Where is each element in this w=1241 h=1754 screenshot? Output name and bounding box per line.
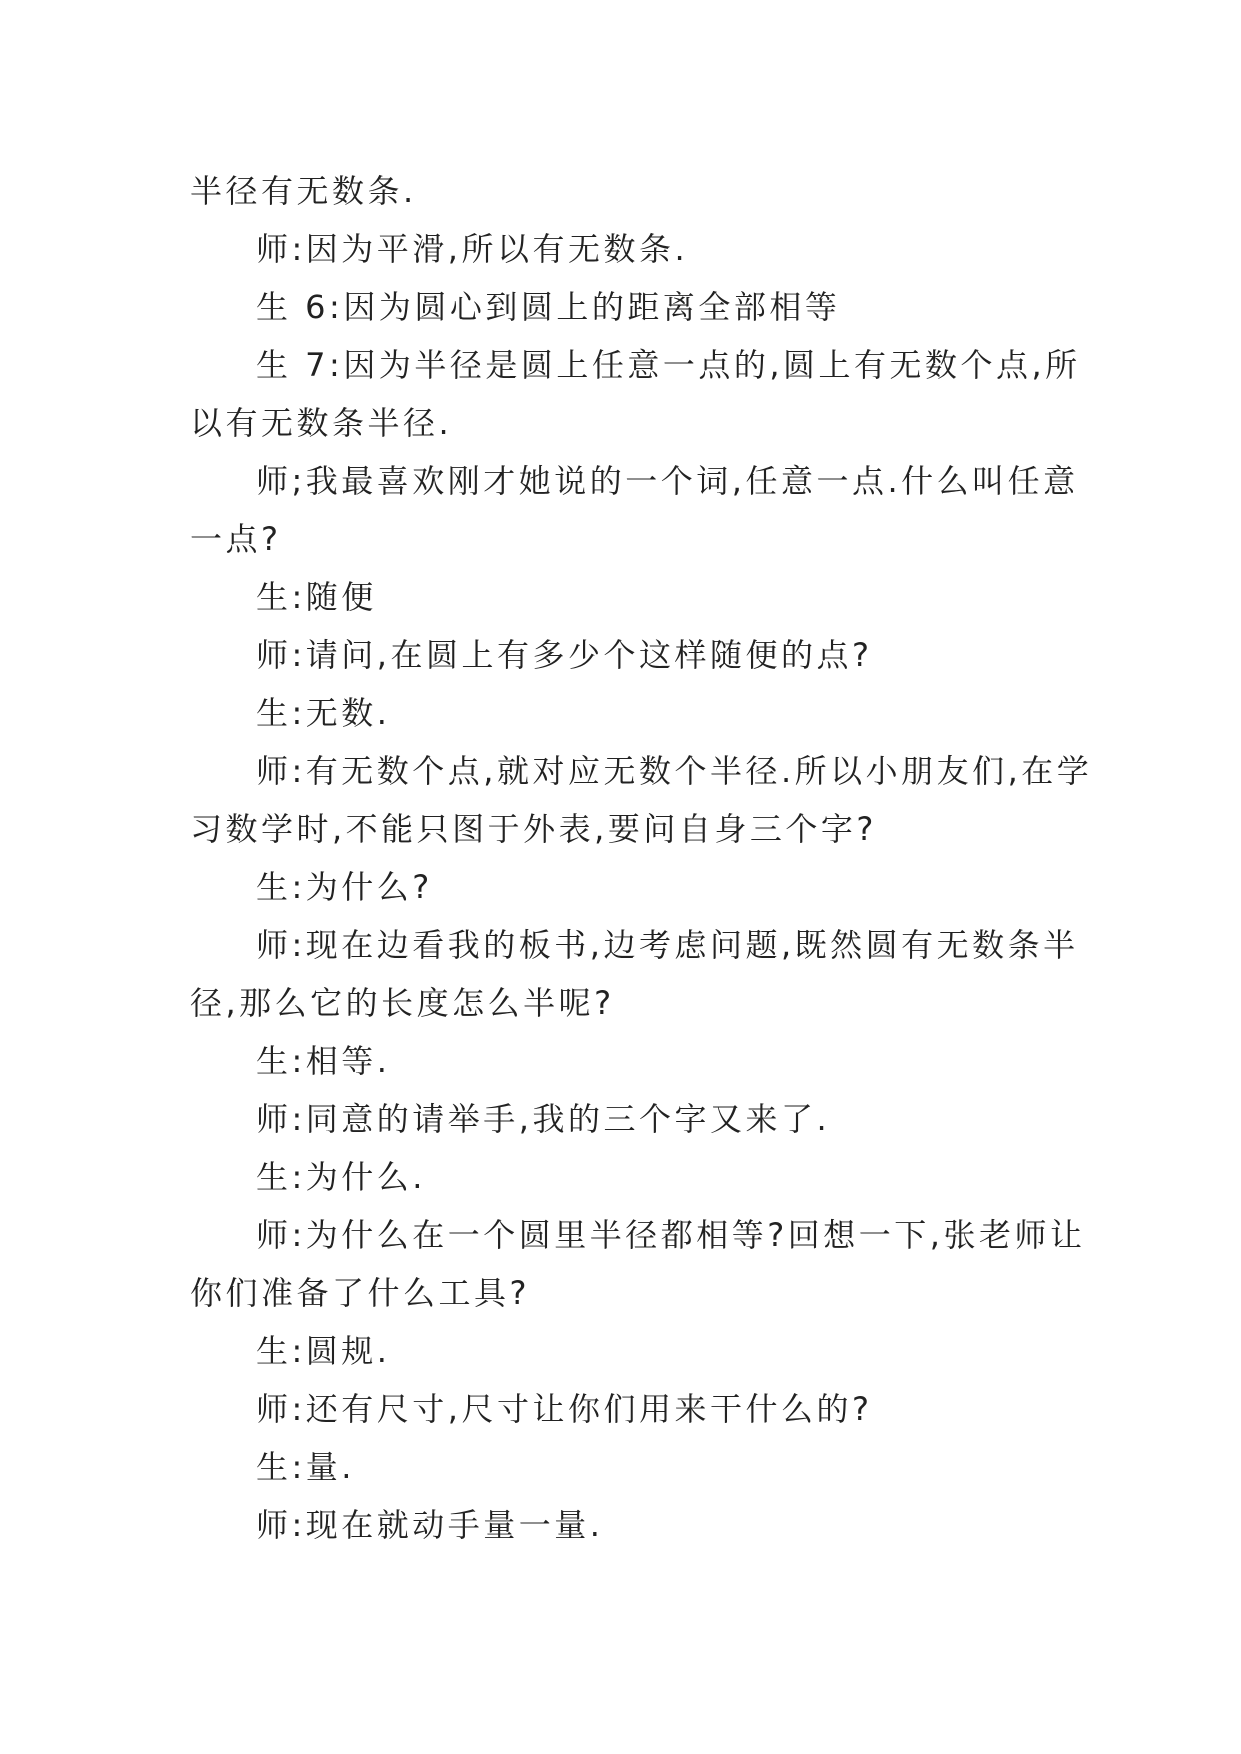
paragraph-line: 生:量. (256, 1448, 355, 1486)
paragraph-line: 师:请问,在圆上有多少个这样随便的点? (256, 636, 873, 674)
paragraph-line: 径,那么它的长度怎么半呢? (190, 984, 615, 1022)
paragraph-line: 生 7:因为半径是圆上任意一点的,圆上有无数个点,所 (256, 346, 1081, 384)
paragraph-line: 师:因为平滑,所以有无数条. (256, 230, 689, 268)
paragraph-line: 一点? (190, 520, 282, 558)
paragraph-line: 师:同意的请举手,我的三个字又来了. (256, 1100, 831, 1138)
paragraph-line: 生:随便 (256, 578, 377, 616)
paragraph-line: 师;我最喜欢刚才她说的一个词,任意一点.什么叫任意 (256, 462, 1079, 500)
paragraph-line: 习数学时,不能只图于外表,要问自身三个字? (190, 810, 877, 848)
paragraph-line: 师:还有尺寸,尺寸让你们用来干什么的? (256, 1390, 873, 1428)
paragraph-line: 师:为什么在一个圆里半径都相等?回想一下,张老师让 (256, 1216, 1086, 1254)
document-body (190, 162, 1093, 1554)
paragraph-line: 生:为什么. (256, 1158, 426, 1196)
paragraph-line: 师:有无数个点,就对应无数个半径.所以小朋友们,在学 (256, 752, 1093, 790)
paragraph-line: 生:为什么? (256, 868, 433, 906)
paragraph-line: 半径有无数条. (190, 172, 417, 210)
paragraph-line: 你们准备了什么工具? (190, 1274, 530, 1312)
paragraph-line: 生:无数. (256, 694, 391, 732)
paragraph-line: 生:圆规. (256, 1332, 391, 1370)
paragraph-line: 师:现在就动手量一量. (256, 1506, 604, 1544)
paragraph-line: 师:现在边看我的板书,边考虑问题,既然圆有无数条半 (256, 926, 1079, 964)
paragraph-line: 生 6:因为圆心到圆上的距离全部相等 (256, 288, 841, 326)
paragraph-line: 生:相等. (256, 1042, 391, 1080)
paragraph-line: 以有无数条半径. (190, 404, 453, 442)
